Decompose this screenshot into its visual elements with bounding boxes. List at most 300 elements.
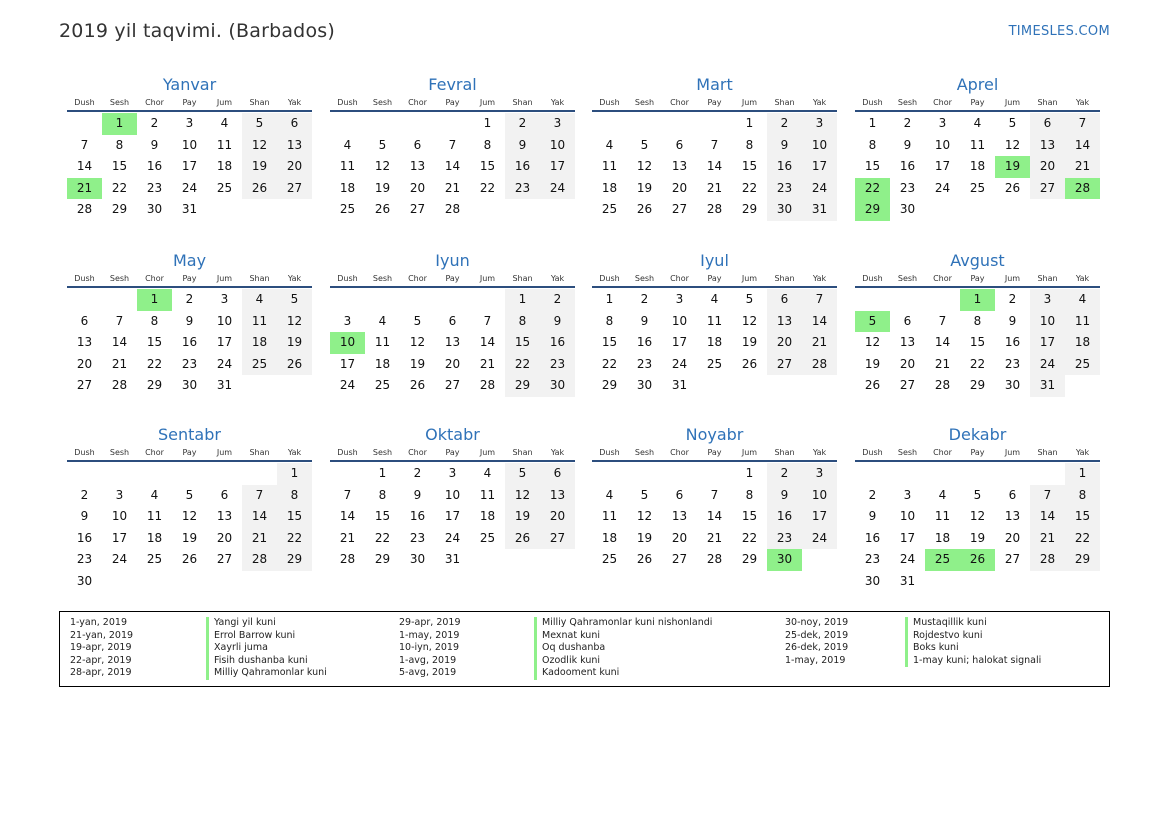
day-cell[interactable]: 4 bbox=[378, 313, 387, 328]
day-cell[interactable]: 25 bbox=[1065, 354, 1100, 376]
day-cell[interactable]: 24 bbox=[111, 552, 128, 567]
day-cell[interactable]: 25 bbox=[706, 356, 723, 371]
day-cell[interactable]: 13 bbox=[1004, 509, 1021, 524]
day-cell[interactable]: 1 bbox=[745, 466, 754, 480]
day-cell[interactable]: 30 bbox=[899, 202, 916, 217]
day-cell[interactable]: 7 bbox=[710, 487, 719, 502]
day-cell[interactable]: 9 bbox=[150, 137, 159, 152]
day-cell[interactable]: 21 bbox=[706, 180, 723, 195]
day-cell[interactable]: 1 bbox=[605, 292, 614, 306]
day-cell[interactable]: 28 bbox=[111, 378, 128, 393]
day-cell[interactable]: 20 bbox=[444, 356, 461, 371]
day-cell[interactable]: 17 bbox=[934, 159, 951, 174]
day-cell[interactable]: 15 bbox=[111, 159, 128, 174]
day-cell[interactable]: 1 bbox=[505, 289, 540, 311]
day-cell[interactable]: 28 bbox=[444, 202, 461, 217]
day-cell[interactable]: 21 bbox=[1065, 156, 1100, 178]
day-cell[interactable]: 6 bbox=[540, 463, 575, 485]
day-cell[interactable]: 22 bbox=[505, 354, 540, 376]
holiday-day-cell[interactable]: 1 bbox=[137, 289, 172, 311]
day-cell[interactable]: 29 bbox=[741, 552, 758, 567]
day-cell[interactable]: 31 bbox=[216, 378, 233, 393]
day-cell[interactable]: 25 bbox=[969, 180, 986, 195]
day-cell[interactable]: 15 bbox=[601, 335, 618, 350]
day-cell[interactable]: 18 bbox=[242, 332, 277, 354]
day-cell[interactable]: 16 bbox=[181, 335, 198, 350]
day-cell[interactable]: 15 bbox=[374, 509, 391, 524]
day-cell[interactable]: 18 bbox=[146, 530, 163, 545]
day-cell[interactable]: 10 bbox=[1030, 311, 1065, 333]
day-cell[interactable]: 26 bbox=[277, 354, 312, 376]
day-cell[interactable]: 23 bbox=[505, 178, 540, 200]
day-cell[interactable]: 27 bbox=[277, 178, 312, 200]
day-cell[interactable]: 6 bbox=[448, 313, 457, 328]
day-cell[interactable]: 8 bbox=[973, 313, 982, 328]
holiday-day-cell[interactable]: 30 bbox=[767, 549, 802, 571]
holiday-day-cell[interactable]: 26 bbox=[960, 549, 995, 571]
day-cell[interactable]: 17 bbox=[802, 506, 837, 528]
day-cell[interactable]: 29 bbox=[601, 378, 618, 393]
day-cell[interactable]: 22 bbox=[277, 528, 312, 550]
day-cell[interactable]: 5 bbox=[185, 487, 194, 502]
day-cell[interactable]: 5 bbox=[1008, 116, 1017, 130]
day-cell[interactable]: 28 bbox=[934, 378, 951, 393]
day-cell[interactable]: 3 bbox=[938, 116, 947, 130]
day-cell[interactable]: 9 bbox=[505, 135, 540, 157]
day-cell[interactable]: 25 bbox=[374, 378, 391, 393]
day-cell[interactable]: 8 bbox=[745, 487, 754, 502]
holiday-day-cell[interactable]: 21 bbox=[67, 178, 102, 200]
day-cell[interactable]: 13 bbox=[409, 159, 426, 174]
day-cell[interactable]: 24 bbox=[339, 378, 356, 393]
day-cell[interactable]: 27 bbox=[444, 378, 461, 393]
day-cell[interactable]: 31 bbox=[1030, 375, 1065, 397]
day-cell[interactable]: 9 bbox=[903, 137, 912, 152]
day-cell[interactable]: 13 bbox=[444, 335, 461, 350]
day-cell[interactable]: 25 bbox=[601, 202, 618, 217]
day-cell[interactable]: 22 bbox=[479, 180, 496, 195]
day-cell[interactable]: 21 bbox=[802, 332, 837, 354]
day-cell[interactable]: 21 bbox=[242, 528, 277, 550]
day-cell[interactable]: 6 bbox=[413, 137, 422, 152]
day-cell[interactable]: 16 bbox=[505, 156, 540, 178]
day-cell[interactable]: 15 bbox=[277, 506, 312, 528]
day-cell[interactable]: 7 bbox=[938, 313, 947, 328]
day-cell[interactable]: 9 bbox=[640, 313, 649, 328]
day-cell[interactable]: 13 bbox=[767, 311, 802, 333]
day-cell[interactable]: 27 bbox=[1004, 552, 1021, 567]
day-cell[interactable]: 22 bbox=[1065, 528, 1100, 550]
day-cell[interactable]: 8 bbox=[150, 313, 159, 328]
day-cell[interactable]: 27 bbox=[899, 378, 916, 393]
day-cell[interactable]: 5 bbox=[640, 487, 649, 502]
day-cell[interactable]: 4 bbox=[710, 292, 719, 306]
day-cell[interactable]: 15 bbox=[479, 159, 496, 174]
day-cell[interactable]: 28 bbox=[339, 552, 356, 567]
day-cell[interactable]: 14 bbox=[934, 335, 951, 350]
day-cell[interactable]: 20 bbox=[277, 156, 312, 178]
day-cell[interactable]: 27 bbox=[671, 202, 688, 217]
day-cell[interactable]: 2 bbox=[767, 463, 802, 485]
day-cell[interactable]: 23 bbox=[181, 356, 198, 371]
day-cell[interactable]: 17 bbox=[671, 335, 688, 350]
day-cell[interactable]: 12 bbox=[409, 335, 426, 350]
day-cell[interactable]: 12 bbox=[1004, 137, 1021, 152]
day-cell[interactable]: 4 bbox=[343, 137, 352, 152]
day-cell[interactable]: 28 bbox=[706, 202, 723, 217]
day-cell[interactable]: 18 bbox=[969, 159, 986, 174]
day-cell[interactable]: 17 bbox=[899, 530, 916, 545]
day-cell[interactable]: 22 bbox=[374, 530, 391, 545]
day-cell[interactable]: 14 bbox=[242, 506, 277, 528]
day-cell[interactable]: 11 bbox=[601, 509, 618, 524]
day-cell[interactable]: 23 bbox=[1004, 356, 1021, 371]
day-cell[interactable]: 18 bbox=[479, 509, 496, 524]
day-cell[interactable]: 27 bbox=[1030, 178, 1065, 200]
day-cell[interactable]: 14 bbox=[1065, 135, 1100, 157]
day-cell[interactable]: 10 bbox=[802, 135, 837, 157]
day-cell[interactable]: 6 bbox=[80, 313, 89, 328]
day-cell[interactable]: 17 bbox=[181, 159, 198, 174]
day-cell[interactable]: 17 bbox=[111, 530, 128, 545]
day-cell[interactable]: 31 bbox=[671, 378, 688, 393]
day-cell[interactable]: 19 bbox=[636, 180, 653, 195]
day-cell[interactable]: 4 bbox=[1065, 289, 1100, 311]
day-cell[interactable]: 22 bbox=[741, 180, 758, 195]
day-cell[interactable]: 5 bbox=[640, 137, 649, 152]
day-cell[interactable]: 10 bbox=[111, 509, 128, 524]
day-cell[interactable]: 16 bbox=[76, 530, 93, 545]
day-cell[interactable]: 9 bbox=[767, 135, 802, 157]
day-cell[interactable]: 10 bbox=[216, 313, 233, 328]
day-cell[interactable]: 16 bbox=[767, 156, 802, 178]
day-cell[interactable]: 19 bbox=[181, 530, 198, 545]
brand-link[interactable]: TIMESLES.COM bbox=[1008, 24, 1110, 39]
day-cell[interactable]: 13 bbox=[899, 335, 916, 350]
day-cell[interactable]: 4 bbox=[605, 487, 614, 502]
day-cell[interactable]: 30 bbox=[540, 375, 575, 397]
day-cell[interactable]: 26 bbox=[242, 178, 277, 200]
day-cell[interactable]: 18 bbox=[374, 356, 391, 371]
day-cell[interactable]: 13 bbox=[277, 135, 312, 157]
day-cell[interactable]: 10 bbox=[934, 137, 951, 152]
day-cell[interactable]: 19 bbox=[277, 332, 312, 354]
day-cell[interactable]: 8 bbox=[277, 485, 312, 507]
day-cell[interactable]: 11 bbox=[339, 159, 356, 174]
day-cell[interactable]: 9 bbox=[413, 487, 422, 502]
day-cell[interactable]: 2 bbox=[640, 292, 649, 306]
day-cell[interactable]: 7 bbox=[80, 137, 89, 152]
day-cell[interactable]: 25 bbox=[146, 552, 163, 567]
day-cell[interactable]: 24 bbox=[181, 180, 198, 195]
day-cell[interactable]: 29 bbox=[374, 552, 391, 567]
day-cell[interactable]: 11 bbox=[374, 335, 391, 350]
day-cell[interactable]: 11 bbox=[1065, 311, 1100, 333]
day-cell[interactable]: 15 bbox=[969, 335, 986, 350]
day-cell[interactable]: 28 bbox=[706, 552, 723, 567]
day-cell[interactable]: 27 bbox=[540, 528, 575, 550]
day-cell[interactable]: 6 bbox=[1008, 487, 1017, 502]
day-cell[interactable]: 14 bbox=[444, 159, 461, 174]
day-cell[interactable]: 25 bbox=[479, 530, 496, 545]
day-cell[interactable]: 30 bbox=[636, 378, 653, 393]
day-cell[interactable]: 12 bbox=[277, 311, 312, 333]
day-cell[interactable]: 6 bbox=[1030, 113, 1065, 135]
day-cell[interactable]: 21 bbox=[111, 356, 128, 371]
day-cell[interactable]: 6 bbox=[675, 487, 684, 502]
day-cell[interactable]: 12 bbox=[741, 313, 758, 328]
day-cell[interactable]: 18 bbox=[601, 180, 618, 195]
day-cell[interactable]: 16 bbox=[864, 530, 881, 545]
day-cell[interactable]: 17 bbox=[216, 335, 233, 350]
day-cell[interactable]: 21 bbox=[1030, 528, 1065, 550]
day-cell[interactable]: 20 bbox=[1004, 530, 1021, 545]
holiday-day-cell[interactable]: 29 bbox=[855, 199, 890, 221]
day-cell[interactable]: 4 bbox=[605, 137, 614, 152]
day-cell[interactable]: 27 bbox=[216, 552, 233, 567]
day-cell[interactable]: 24 bbox=[899, 552, 916, 567]
holiday-day-cell[interactable]: 19 bbox=[995, 156, 1030, 178]
day-cell[interactable]: 1 bbox=[378, 466, 387, 480]
day-cell[interactable]: 7 bbox=[242, 485, 277, 507]
day-cell[interactable]: 20 bbox=[409, 180, 426, 195]
day-cell[interactable]: 9 bbox=[80, 509, 89, 524]
day-cell[interactable]: 19 bbox=[864, 356, 881, 371]
day-cell[interactable]: 7 bbox=[115, 313, 124, 328]
day-cell[interactable]: 1 bbox=[868, 116, 877, 130]
day-cell[interactable]: 18 bbox=[1065, 332, 1100, 354]
day-cell[interactable]: 28 bbox=[76, 202, 93, 217]
day-cell[interactable]: 12 bbox=[636, 509, 653, 524]
day-cell[interactable]: 2 bbox=[505, 113, 540, 135]
day-cell[interactable]: 19 bbox=[374, 180, 391, 195]
day-cell[interactable]: 5 bbox=[413, 313, 422, 328]
day-cell[interactable]: 5 bbox=[277, 289, 312, 311]
day-cell[interactable]: 19 bbox=[409, 356, 426, 371]
day-cell[interactable]: 2 bbox=[903, 116, 912, 130]
day-cell[interactable]: 3 bbox=[903, 487, 912, 502]
day-cell[interactable]: 11 bbox=[479, 487, 496, 502]
day-cell[interactable]: 27 bbox=[76, 378, 93, 393]
day-cell[interactable]: 11 bbox=[969, 137, 986, 152]
day-cell[interactable]: 8 bbox=[483, 137, 492, 152]
day-cell[interactable]: 19 bbox=[505, 506, 540, 528]
day-cell[interactable]: 2 bbox=[150, 116, 159, 130]
day-cell[interactable]: 1 bbox=[277, 463, 312, 485]
day-cell[interactable]: 3 bbox=[115, 487, 124, 502]
day-cell[interactable]: 7 bbox=[448, 137, 457, 152]
day-cell[interactable]: 7 bbox=[802, 289, 837, 311]
day-cell[interactable]: 24 bbox=[1030, 354, 1065, 376]
day-cell[interactable]: 8 bbox=[115, 137, 124, 152]
day-cell[interactable]: 15 bbox=[146, 335, 163, 350]
day-cell[interactable]: 14 bbox=[1030, 506, 1065, 528]
day-cell[interactable]: 12 bbox=[505, 485, 540, 507]
day-cell[interactable]: 26 bbox=[1004, 180, 1021, 195]
day-cell[interactable]: 24 bbox=[444, 530, 461, 545]
holiday-day-cell[interactable]: 10 bbox=[330, 332, 365, 354]
day-cell[interactable]: 28 bbox=[242, 549, 277, 571]
day-cell[interactable]: 9 bbox=[185, 313, 194, 328]
day-cell[interactable]: 1 bbox=[745, 116, 754, 130]
day-cell[interactable]: 11 bbox=[601, 159, 618, 174]
day-cell[interactable]: 10 bbox=[540, 135, 575, 157]
day-cell[interactable]: 1 bbox=[1065, 463, 1100, 485]
day-cell[interactable]: 7 bbox=[343, 487, 352, 502]
day-cell[interactable]: 2 bbox=[868, 487, 877, 502]
day-cell[interactable]: 18 bbox=[216, 159, 233, 174]
day-cell[interactable]: 23 bbox=[864, 552, 881, 567]
day-cell[interactable]: 4 bbox=[150, 487, 159, 502]
day-cell[interactable]: 23 bbox=[636, 356, 653, 371]
day-cell[interactable]: 16 bbox=[1004, 335, 1021, 350]
day-cell[interactable]: 29 bbox=[146, 378, 163, 393]
day-cell[interactable]: 9 bbox=[540, 311, 575, 333]
day-cell[interactable]: 29 bbox=[505, 375, 540, 397]
day-cell[interactable]: 8 bbox=[378, 487, 387, 502]
day-cell[interactable]: 13 bbox=[1030, 135, 1065, 157]
day-cell[interactable]: 24 bbox=[934, 180, 951, 195]
day-cell[interactable]: 27 bbox=[767, 354, 802, 376]
day-cell[interactable]: 25 bbox=[601, 552, 618, 567]
day-cell[interactable]: 6 bbox=[220, 487, 229, 502]
day-cell[interactable]: 3 bbox=[220, 292, 229, 306]
day-cell[interactable]: 10 bbox=[899, 509, 916, 524]
day-cell[interactable]: 26 bbox=[409, 378, 426, 393]
day-cell[interactable]: 8 bbox=[868, 137, 877, 152]
day-cell[interactable]: 12 bbox=[242, 135, 277, 157]
day-cell[interactable]: 6 bbox=[675, 137, 684, 152]
day-cell[interactable]: 7 bbox=[1030, 485, 1065, 507]
day-cell[interactable]: 28 bbox=[1030, 549, 1065, 571]
day-cell[interactable]: 7 bbox=[483, 313, 492, 328]
day-cell[interactable]: 26 bbox=[505, 528, 540, 550]
day-cell[interactable]: 10 bbox=[802, 485, 837, 507]
day-cell[interactable]: 11 bbox=[146, 509, 163, 524]
day-cell[interactable]: 6 bbox=[767, 289, 802, 311]
day-cell[interactable]: 20 bbox=[767, 332, 802, 354]
day-cell[interactable]: 19 bbox=[741, 335, 758, 350]
day-cell[interactable]: 25 bbox=[339, 202, 356, 217]
day-cell[interactable]: 21 bbox=[706, 530, 723, 545]
day-cell[interactable]: 28 bbox=[479, 378, 496, 393]
day-cell[interactable]: 31 bbox=[181, 202, 198, 217]
day-cell[interactable]: 23 bbox=[767, 528, 802, 550]
day-cell[interactable]: 7 bbox=[1065, 113, 1100, 135]
day-cell[interactable]: 12 bbox=[864, 335, 881, 350]
day-cell[interactable]: 31 bbox=[899, 573, 916, 588]
day-cell[interactable]: 14 bbox=[111, 335, 128, 350]
day-cell[interactable]: 18 bbox=[339, 180, 356, 195]
holiday-day-cell[interactable]: 22 bbox=[855, 178, 890, 200]
day-cell[interactable]: 15 bbox=[864, 159, 881, 174]
day-cell[interactable]: 26 bbox=[636, 552, 653, 567]
day-cell[interactable]: 24 bbox=[802, 178, 837, 200]
day-cell[interactable]: 23 bbox=[899, 180, 916, 195]
day-cell[interactable]: 17 bbox=[444, 509, 461, 524]
day-cell[interactable]: 16 bbox=[146, 159, 163, 174]
day-cell[interactable]: 15 bbox=[741, 509, 758, 524]
day-cell[interactable]: 2 bbox=[540, 289, 575, 311]
day-cell[interactable]: 10 bbox=[671, 313, 688, 328]
day-cell[interactable]: 30 bbox=[864, 573, 881, 588]
day-cell[interactable]: 30 bbox=[1004, 378, 1021, 393]
day-cell[interactable]: 2 bbox=[413, 466, 422, 480]
day-cell[interactable]: 30 bbox=[76, 573, 93, 588]
day-cell[interactable]: 22 bbox=[741, 530, 758, 545]
day-cell[interactable]: 14 bbox=[479, 335, 496, 350]
day-cell[interactable]: 14 bbox=[802, 311, 837, 333]
day-cell[interactable]: 8 bbox=[745, 137, 754, 152]
day-cell[interactable]: 16 bbox=[409, 509, 426, 524]
day-cell[interactable]: 15 bbox=[1065, 506, 1100, 528]
day-cell[interactable]: 3 bbox=[802, 113, 837, 135]
day-cell[interactable]: 11 bbox=[242, 311, 277, 333]
day-cell[interactable]: 23 bbox=[767, 178, 802, 200]
day-cell[interactable]: 24 bbox=[802, 528, 837, 550]
day-cell[interactable]: 21 bbox=[339, 530, 356, 545]
day-cell[interactable]: 11 bbox=[706, 313, 723, 328]
day-cell[interactable]: 3 bbox=[343, 313, 352, 328]
day-cell[interactable]: 12 bbox=[969, 509, 986, 524]
day-cell[interactable]: 14 bbox=[76, 159, 93, 174]
day-cell[interactable]: 18 bbox=[706, 335, 723, 350]
day-cell[interactable]: 11 bbox=[216, 137, 233, 152]
day-cell[interactable]: 19 bbox=[969, 530, 986, 545]
day-cell[interactable]: 3 bbox=[675, 292, 684, 306]
day-cell[interactable]: 17 bbox=[540, 156, 575, 178]
day-cell[interactable]: 2 bbox=[80, 487, 89, 502]
day-cell[interactable]: 5 bbox=[973, 487, 982, 502]
day-cell[interactable]: 14 bbox=[339, 509, 356, 524]
day-cell[interactable]: 16 bbox=[540, 332, 575, 354]
day-cell[interactable]: 14 bbox=[706, 509, 723, 524]
day-cell[interactable]: 23 bbox=[540, 354, 575, 376]
day-cell[interactable]: 12 bbox=[181, 509, 198, 524]
day-cell[interactable]: 8 bbox=[1065, 485, 1100, 507]
day-cell[interactable]: 13 bbox=[671, 509, 688, 524]
day-cell[interactable]: 19 bbox=[242, 156, 277, 178]
day-cell[interactable]: 22 bbox=[969, 356, 986, 371]
day-cell[interactable]: 16 bbox=[636, 335, 653, 350]
day-cell[interactable]: 30 bbox=[767, 199, 802, 221]
day-cell[interactable]: 10 bbox=[444, 487, 461, 502]
day-cell[interactable]: 26 bbox=[741, 356, 758, 371]
day-cell[interactable]: 5 bbox=[505, 463, 540, 485]
day-cell[interactable]: 27 bbox=[409, 202, 426, 217]
day-cell[interactable]: 1 bbox=[483, 116, 492, 130]
day-cell[interactable]: 17 bbox=[802, 156, 837, 178]
day-cell[interactable]: 24 bbox=[671, 356, 688, 371]
day-cell[interactable]: 16 bbox=[767, 506, 802, 528]
day-cell[interactable]: 21 bbox=[934, 356, 951, 371]
day-cell[interactable]: 5 bbox=[242, 113, 277, 135]
day-cell[interactable]: 20 bbox=[671, 180, 688, 195]
day-cell[interactable]: 21 bbox=[444, 180, 461, 195]
day-cell[interactable]: 17 bbox=[339, 356, 356, 371]
holiday-day-cell[interactable]: 1 bbox=[960, 289, 995, 311]
day-cell[interactable]: 18 bbox=[601, 530, 618, 545]
day-cell[interactable]: 31 bbox=[444, 552, 461, 567]
day-cell[interactable]: 29 bbox=[741, 202, 758, 217]
day-cell[interactable]: 23 bbox=[76, 552, 93, 567]
day-cell[interactable]: 3 bbox=[802, 463, 837, 485]
day-cell[interactable]: 15 bbox=[505, 332, 540, 354]
day-cell[interactable]: 31 bbox=[802, 199, 837, 221]
day-cell[interactable]: 25 bbox=[216, 180, 233, 195]
day-cell[interactable]: 16 bbox=[899, 159, 916, 174]
day-cell[interactable]: 30 bbox=[181, 378, 198, 393]
